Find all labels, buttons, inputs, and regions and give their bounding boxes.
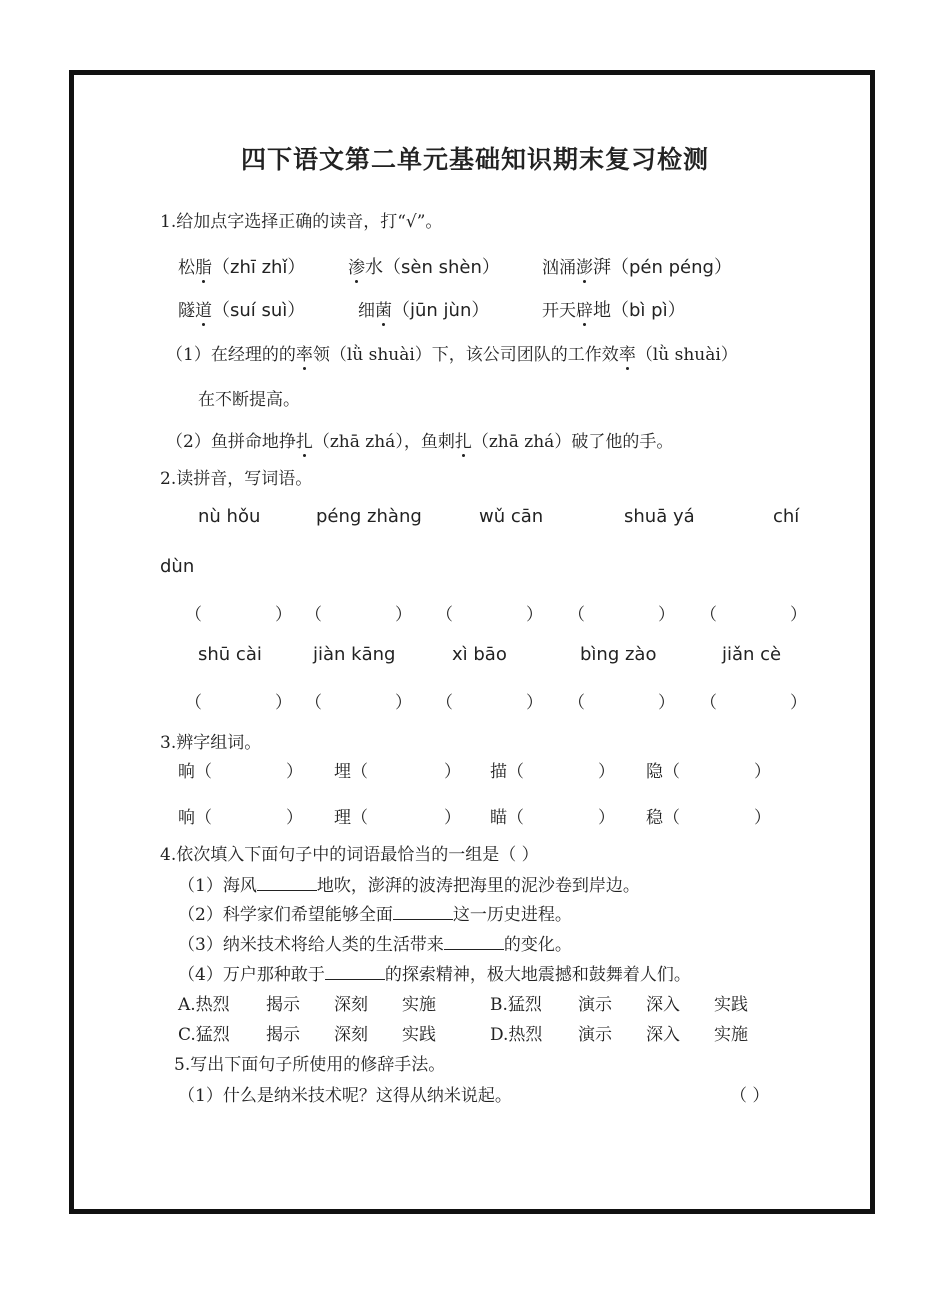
pinyin-item: bìng zào (580, 644, 657, 665)
option-word: 演示 (578, 995, 612, 1015)
q5-heading: 5.写出下面句子所使用的修辞手法。 (174, 1055, 446, 1075)
answer-paren-open: （ (700, 605, 717, 625)
option-word: 实践 (714, 995, 748, 1015)
q3-char: 理（ (334, 808, 368, 828)
fill-blank[interactable] (393, 905, 453, 920)
fill-blank[interactable] (325, 965, 385, 980)
q1-item: 开天辟地（bì pì） (542, 296, 686, 322)
option-word: D.热烈 (490, 1025, 543, 1045)
answer-paren-open: （ (185, 693, 202, 713)
q3-close: ） (754, 762, 771, 782)
q3-heading: 3.辨字组词。 (160, 733, 262, 753)
option-word: 实践 (402, 1025, 436, 1045)
pinyin-item: jiǎn cè (722, 644, 782, 665)
q5-answer-paren[interactable]: （ ） (730, 1086, 770, 1106)
answer-paren-close: ） (658, 605, 675, 625)
q3-close: ） (598, 762, 615, 782)
q4-sentence: （1）海风 地吹，澎湃的波涛把海里的泥沙卷到岸边。 (178, 876, 640, 896)
q3-close: ） (598, 808, 615, 828)
q3-char: 稳（ (646, 808, 680, 828)
answer-paren-open: （ (436, 605, 453, 625)
pinyin-item: péng zhàng (316, 506, 422, 527)
q5-sentence: （1）什么是纳米技术呢？这得从纳米说起。 (178, 1086, 512, 1106)
q1-sentence-1-cont: 在不断提高。 (198, 390, 300, 410)
answer-paren-close: ） (526, 605, 543, 625)
answer-paren-close: ） (275, 693, 292, 713)
option-word: 深入 (646, 995, 680, 1015)
q3-char: 响（ (178, 808, 212, 828)
fill-blank[interactable] (444, 935, 504, 950)
answer-paren-open: （ (700, 693, 717, 713)
q1-heading: 1.给加点字选择正确的读音，打“√”。 (160, 212, 443, 232)
option-word: 实施 (402, 995, 436, 1015)
q1-sentence-1: （1）在经理的的率领（lǜ shuài）下，该公司团队的工作效率（lǜ shuài） (166, 340, 738, 365)
option-word: 实施 (714, 1025, 748, 1045)
answer-paren-open: （ (185, 605, 202, 625)
q4-heading: 4.依次填入下面句子中的词语最恰当的一组是（ ） (160, 845, 539, 865)
pinyin-item: jiàn kāng (313, 644, 396, 665)
pinyin-item: xì bāo (452, 644, 507, 665)
q3-close: ） (754, 808, 771, 828)
option-word: 揭示 (266, 995, 300, 1015)
answer-paren-close: ） (395, 605, 412, 625)
q3-close: ） (444, 762, 461, 782)
option-word: C.猛烈 (178, 1025, 230, 1045)
answer-paren-open: （ (568, 693, 585, 713)
q2-heading: 2.读拼音，写词语。 (160, 469, 313, 489)
q3-char: 瞄（ (490, 808, 524, 828)
q4-sentence: （3）纳米技术将给人类的生活带来 的变化。 (178, 935, 572, 955)
pinyin-item: chí (773, 506, 800, 527)
q3-close: ） (444, 808, 461, 828)
q3-close: ） (286, 808, 303, 828)
page-title: 四下语文第二单元基础知识期末复习检测 (240, 145, 709, 174)
q4-sentence: （2）科学家们希望能够全面 这一历史进程。 (178, 905, 572, 925)
q3-char: 晌（ (178, 762, 212, 782)
answer-paren-open: （ (305, 605, 322, 625)
q4-sentence: （4）万户那种敢于 的探索精神，极大地震撼和鼓舞着人们。 (178, 965, 691, 985)
answer-paren-close: ） (526, 693, 543, 713)
answer-paren-close: ） (395, 693, 412, 713)
answer-paren-open: （ (436, 693, 453, 713)
pinyin-item: dùn (160, 556, 195, 577)
q1-sentence-2: （2）鱼拼命地挣扎（zhā zhá），鱼刺扎（zhā zhá）破了他的手。 (166, 427, 673, 452)
q1-item: 隧道（suí suì） (178, 296, 305, 322)
answer-paren-open: （ (305, 693, 322, 713)
option-word: 揭示 (266, 1025, 300, 1045)
q3-char: 隐（ (646, 762, 680, 782)
pinyin-item: shuā yá (624, 506, 695, 527)
answer-paren-close: ） (275, 605, 292, 625)
answer-paren-open: （ (568, 605, 585, 625)
option-word: 深入 (646, 1025, 680, 1045)
pinyin-item: wǔ cān (479, 506, 544, 527)
option-word: 深刻 (334, 1025, 368, 1045)
option-word: A.热烈 (178, 995, 230, 1015)
q3-char: 埋（ (334, 762, 368, 782)
q3-close: ） (286, 762, 303, 782)
q3-char: 描（ (490, 762, 524, 782)
answer-paren-close: ） (658, 693, 675, 713)
option-word: 演示 (578, 1025, 612, 1045)
q1-item: 细菌（jūn jùn） (358, 296, 489, 322)
q1-item: 渗水（sèn shèn） (348, 253, 500, 279)
q1-item: 松脂（zhī zhǐ） (178, 253, 305, 279)
pinyin-item: shū cài (198, 644, 262, 665)
answer-paren-close: ） (790, 693, 807, 713)
fill-blank[interactable] (257, 876, 317, 891)
answer-paren-close: ） (790, 605, 807, 625)
pinyin-item: nù hǒu (198, 506, 261, 527)
q1-item: 汹涌澎湃（pén péng） (542, 253, 732, 279)
option-word: B.猛烈 (490, 995, 542, 1015)
option-word: 深刻 (334, 995, 368, 1015)
